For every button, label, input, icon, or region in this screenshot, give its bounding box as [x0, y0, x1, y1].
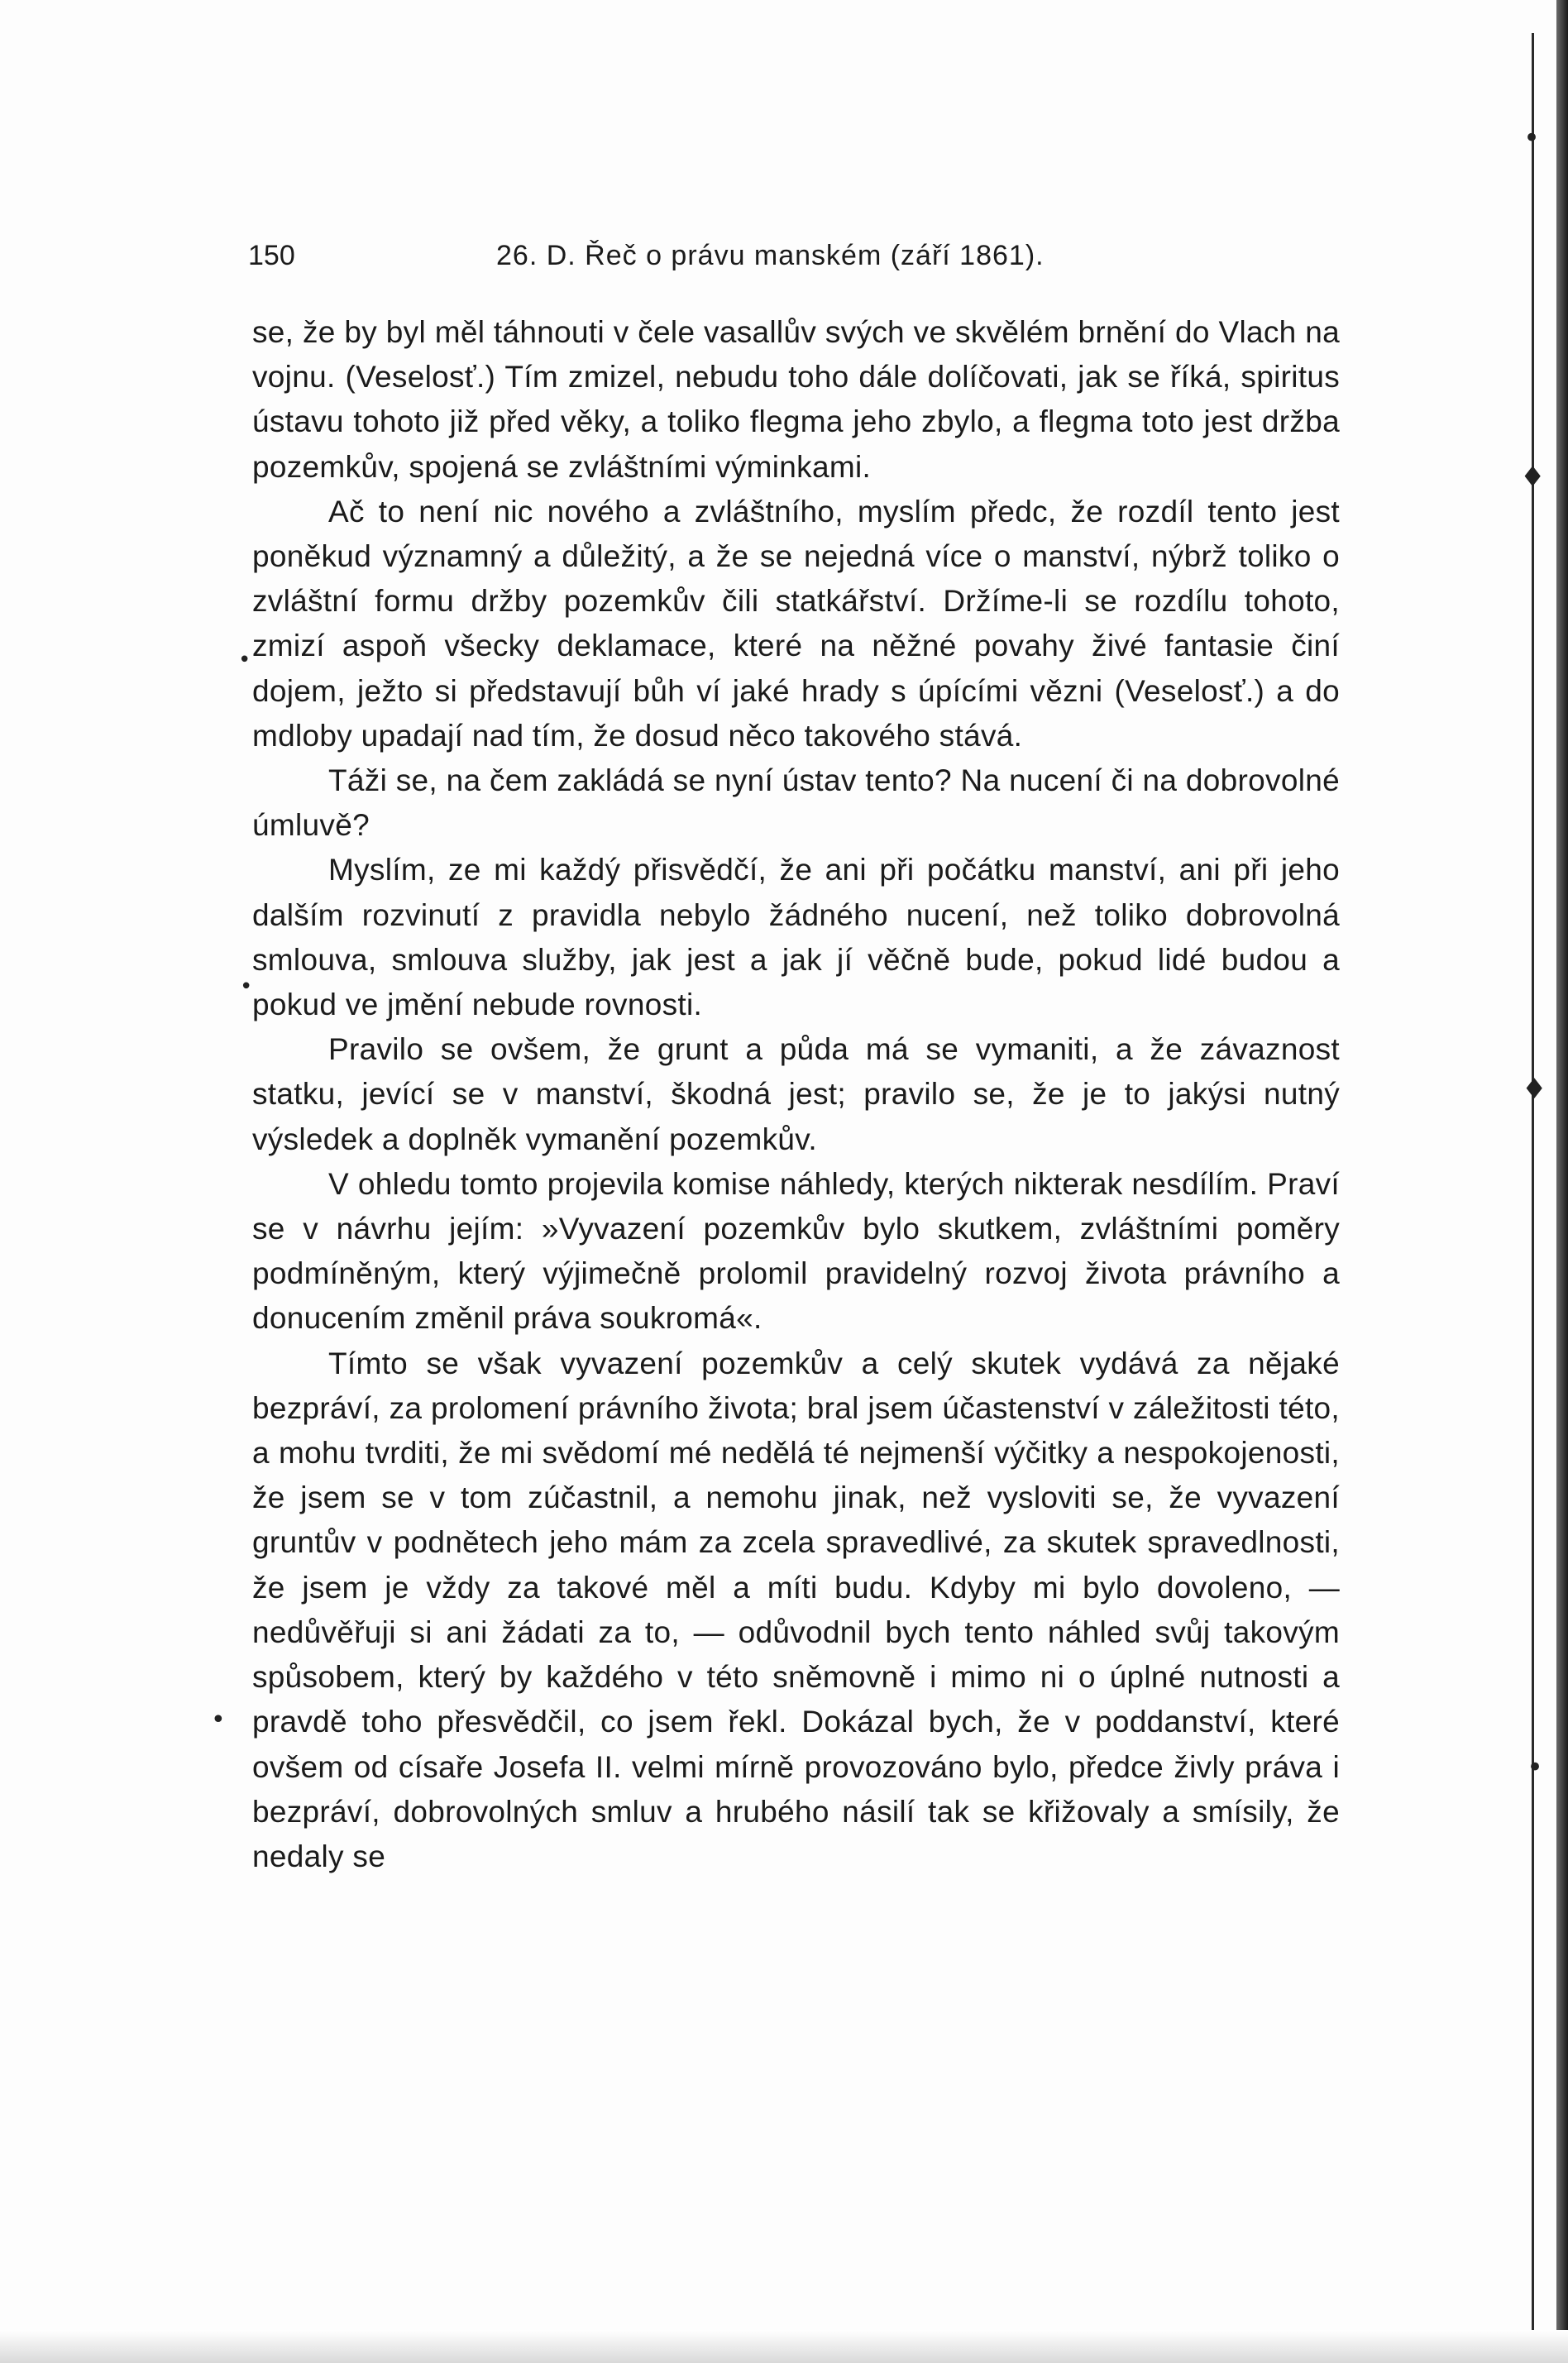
running-head: 26. D. Řeč o právu manském (září 1861).	[496, 240, 1045, 271]
paragraph: Tímto se však vyvazení pozemkův a celý skutek vydává za nějaké bezpráví, za prolomení právního života; bral jsem účastenství v záležitosti této, a mohu tvrditi, že mi svědomí mé nedělá té nejmenší výčitky a nespokojenosti, že jsem se v tom zúčastnil, a nemohu jinak, než vysloviti se, že vyvazení gruntův v podnětech jeho mám za zcela spravedlivé, za skutek spravedlnosti, že jsem je vždy za takové měl a míti budu. Kdyby mi bylo dovoleno, — nedůvěřuji si ani žádati za to, — odůvodnil bych tento náhled svůj takovým spůsobem, který by každého v této sněmovně i mimo ni o úplné nutnosti a pravdě toho přesvědčil, co jsem řekl. Dokázal bych, že v poddanství, které ovšem od císaře Josefa II. velmi mírně provozováno bylo, předce živly práva i bezpráví, dobrovolných smluv a hrubého násilí tak se křižovaly a smísily, že nedaly se	[252, 1346, 1340, 1873]
margin-speck: •	[1527, 1751, 1544, 1784]
page-header	[248, 240, 1340, 281]
paragraph: V ohledu tomto projevila komise náhledy, kterých nikterak nesdílím. Praví se v návrhu jejím: »Vyvazení pozemkův bylo skutkem, zvláštními poměry podmíněným, který výjimečně prolomil pravidelný rozvoj života právního a donucením změnil práva soukromá«.	[252, 1166, 1340, 1336]
margin-speck: •	[238, 648, 251, 672]
scan-edge-line	[1532, 33, 1534, 2341]
body-text	[252, 310, 1340, 1879]
margin-speck: •	[240, 974, 253, 999]
margin-speck: •	[211, 1705, 226, 1734]
margin-speck: •	[1523, 122, 1541, 155]
scan-bottom-shadow	[0, 2330, 1568, 2363]
scan-edge-shadow	[1556, 0, 1568, 2363]
margin-speck: ♦	[1520, 461, 1546, 494]
paragraph: Ač to není nic nového a zvláštního, myslím předc, že rozdíl tento jest poněkud významný a důležitý, a že se nejedná více o manství, nýbrž toliko o zvláštní formu držby pozemkův čili statkářství. Držíme-li se rozdílu tohoto, zmizí aspoň všecky deklamace, které na něžné povahy živé fantasie činí dojem, ježto si představují bůh ví jaké hrady s úpícími vězni (Veselosť.) a do mdloby upadají nad tím, že dosud něco takového stává.	[252, 494, 1340, 753]
margin-speck: ♦	[1522, 1073, 1547, 1106]
paragraph: se, že by byl měl táhnouti v čele vasallův svých ve skvělém brnění do Vlach na vojnu. (Veselosť.) Tím zmizel, nebudu toho dále dolíčovati, jak se říká, spiritus ústavu tohoto již před věky, a toliko flegma jeho zbylo, a flegma toto jest držba pozemkův, spojená se zvláštními výminkami.	[252, 315, 1340, 484]
paragraph: Myslím, ze mi každý přisvědčí, že ani při počátku manství, ani při jeho dalším rozvinutí z pravidla nebylo žádného nucení, než toliko dobrovolná smlouva, smlouva služby, jak jest a jak jí věčně bude, pokud lidé budou a pokud ve jmění nebude rovnosti.	[252, 853, 1340, 1022]
page-number: 150	[248, 240, 295, 271]
paragraph: Pravilo se ovšem, že grunt a půda má se vymaniti, a že závaznost statku, jevící se v manství, škodná jest; pravilo se, že je to jakýsi nutný výsledek a doplněk vymanění pozemkův.	[252, 1032, 1340, 1156]
paragraph: Táži se, na čem zakládá se nyní ústav tento? Na nucení či na dobrovolné úmluvě?	[252, 763, 1340, 843]
